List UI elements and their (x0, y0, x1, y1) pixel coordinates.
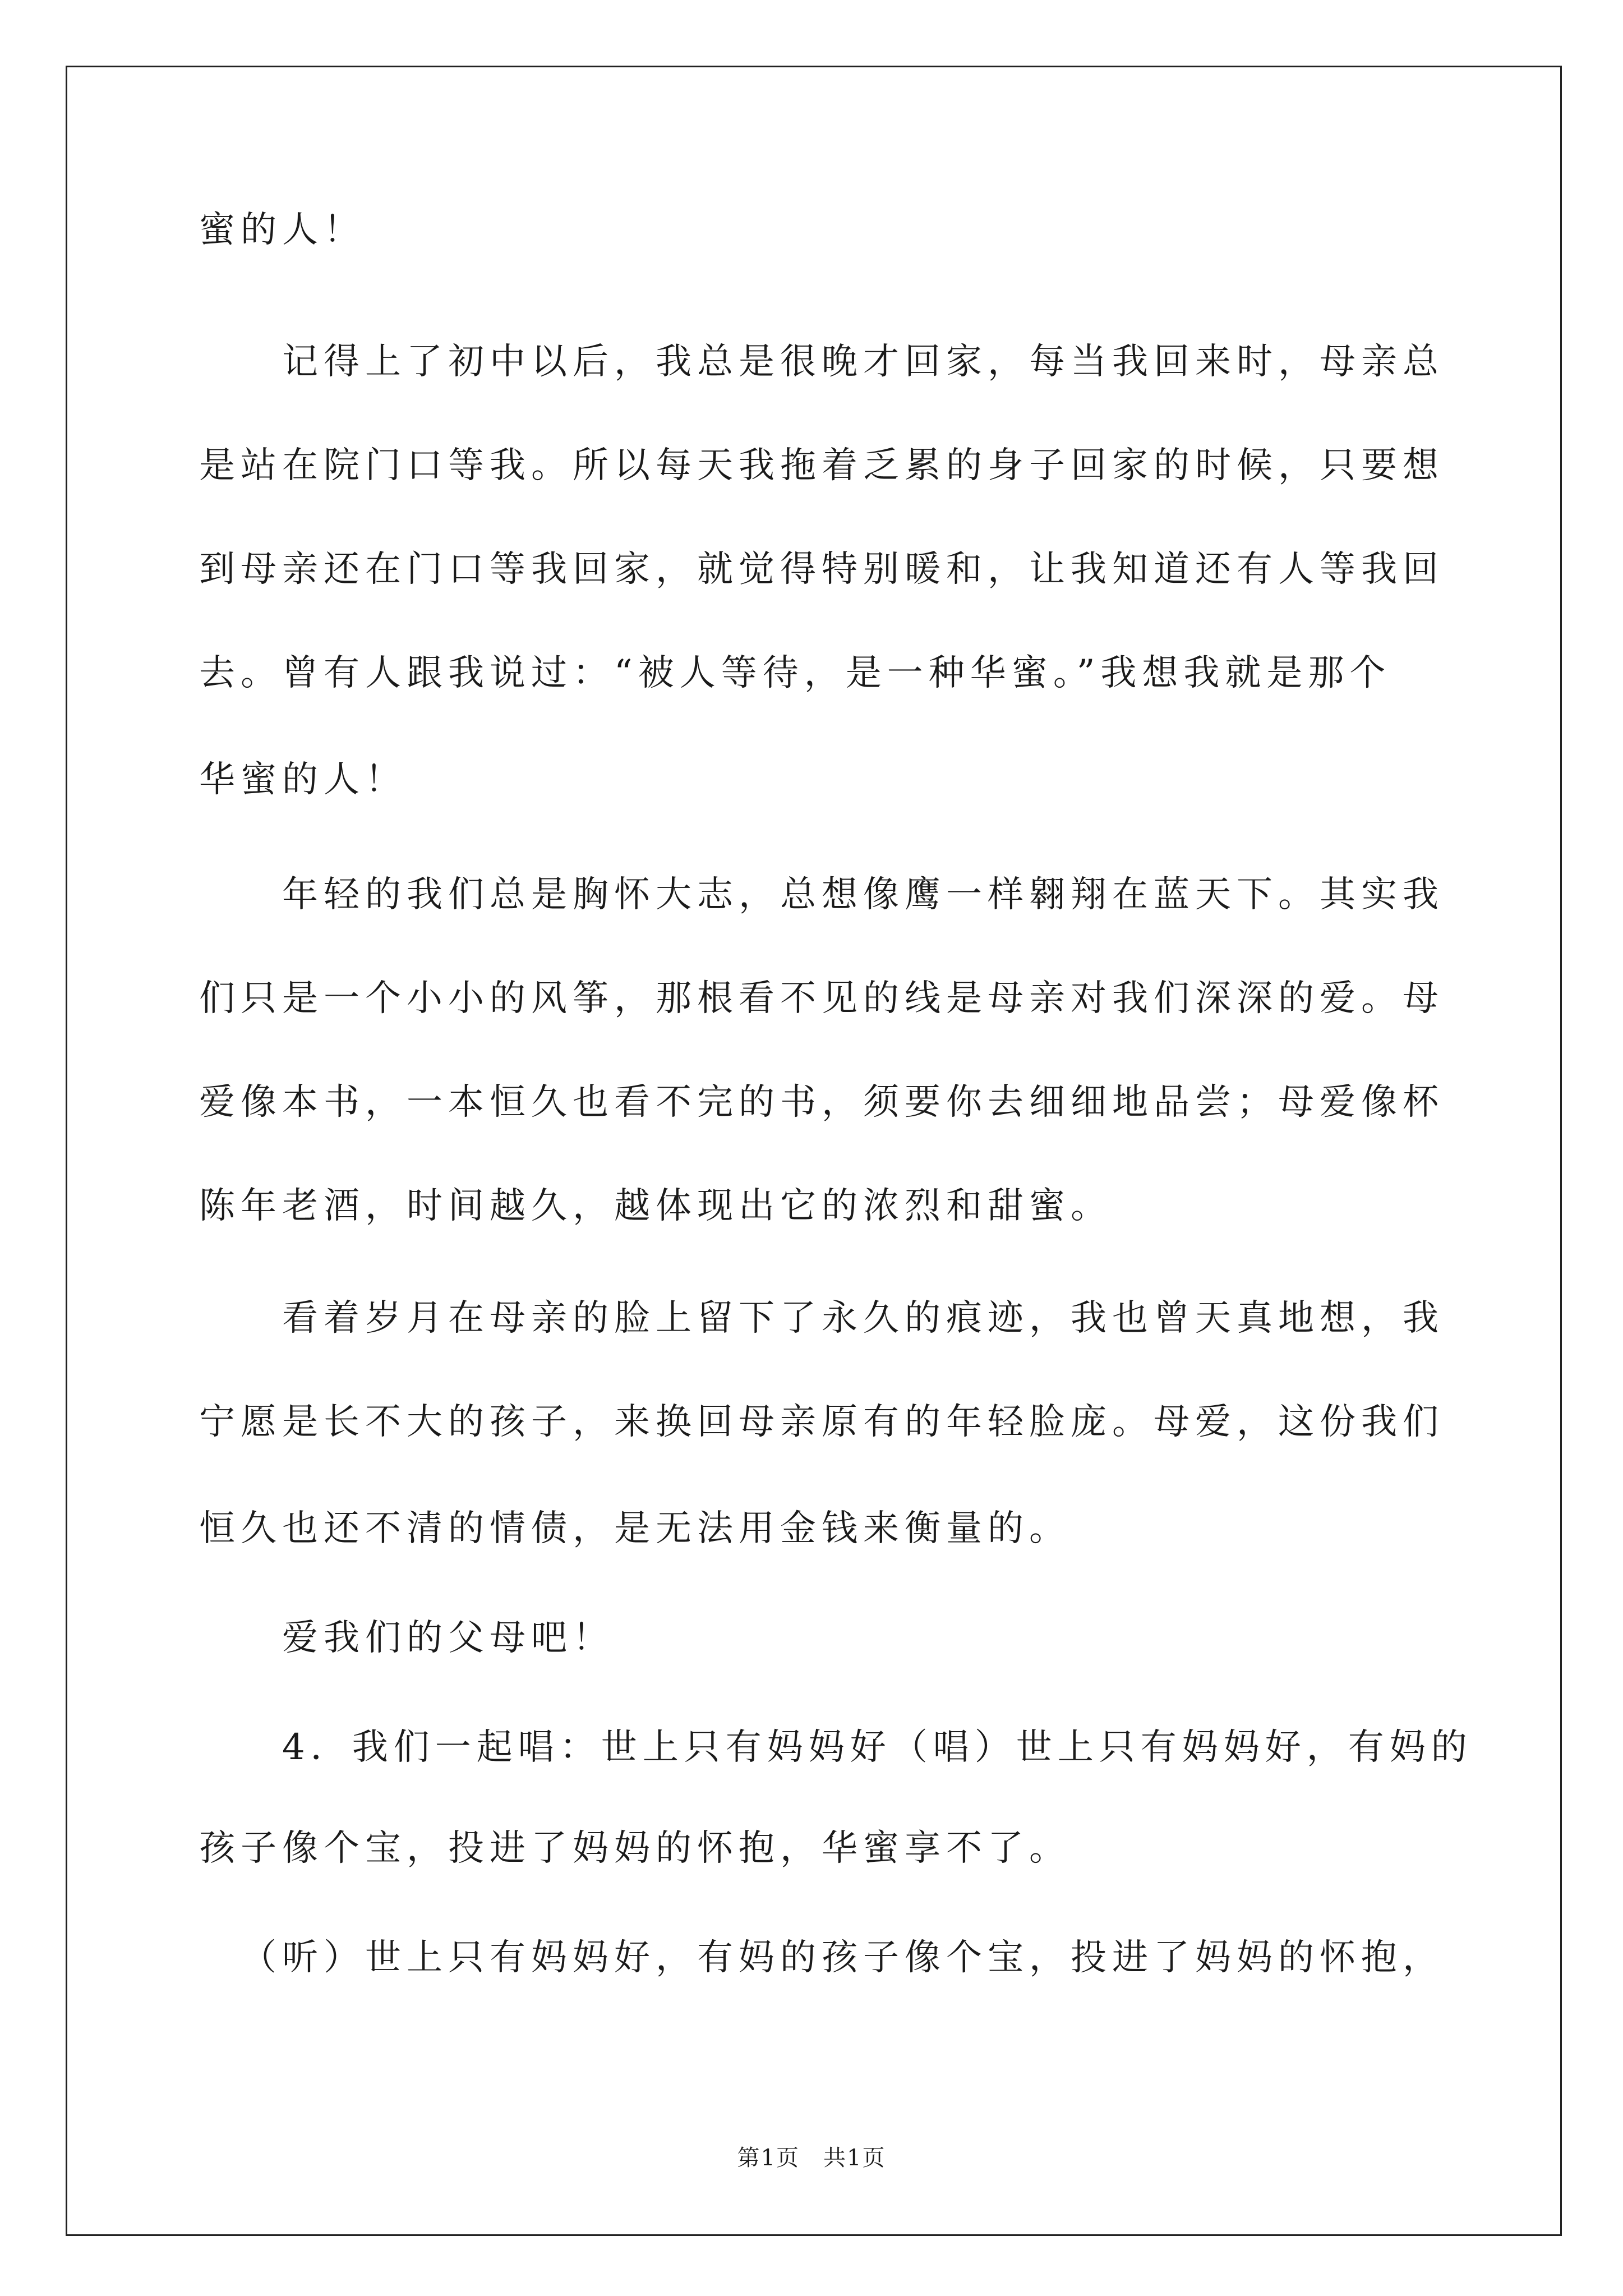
text-line: 去。曾有人跟我说过：“被人等待，是一种华蜜。”我想我就是那个 (199, 652, 1391, 694)
text-line: 是站在院门口等我。所以每天我拖着乏累的身子回家的时候，只要想 (199, 445, 1444, 486)
text-line: 4．我们一起唱：世上只有妈妈好（唱）世上只有妈妈好，有妈的 (282, 1727, 1473, 1768)
page-footer: 第1页 共1页 (737, 2145, 886, 2171)
page-border (66, 66, 1562, 2236)
text-line: 到母亲还在门口等我回家，就觉得特别暖和，让我知道还有人等我回 (199, 549, 1444, 590)
text-line: 爱像本书，一本恒久也看不完的书，须要你去细细地品尝；母爱像杯 (199, 1082, 1444, 1123)
text-line: 陈年老酒，时间越久，越体现出它的浓烈和甜蜜。 (199, 1185, 1112, 1227)
text-line: 蜜的人！ (199, 209, 365, 251)
text-line: 们只是一个小小的风筝，那根看不见的线是母亲对我们深深的爱。母 (199, 978, 1444, 1019)
text-line: 年轻的我们总是胸怀大志，总想像鹰一样翱翔在蓝天下。其实我 (282, 874, 1444, 915)
text-line: （听）世上只有妈妈好，有妈的孩子像个宝，投进了妈妈的怀抱， (241, 1937, 1444, 1978)
text-line: 恒久也还不清的情债，是无法用金钱来衡量的。 (199, 1508, 1071, 1549)
text-line: 爱我们的父母吧！ (282, 1617, 614, 1659)
text-line: 孩子像个宝，投进了妈妈的怀抱，华蜜享不了。 (199, 1828, 1071, 1869)
text-line: 华蜜的人！ (199, 759, 407, 800)
text-line: 记得上了初中以后，我总是很晚才回家，每当我回来时，母亲总 (282, 341, 1444, 383)
text-line: 看着岁月在母亲的脸上留下了永久的痕迹，我也曾天真地想，我 (282, 1297, 1444, 1339)
text-line: 宁愿是长不大的孩子，来换回母亲原有的年轻脸庞。母爱，这份我们 (199, 1401, 1444, 1443)
